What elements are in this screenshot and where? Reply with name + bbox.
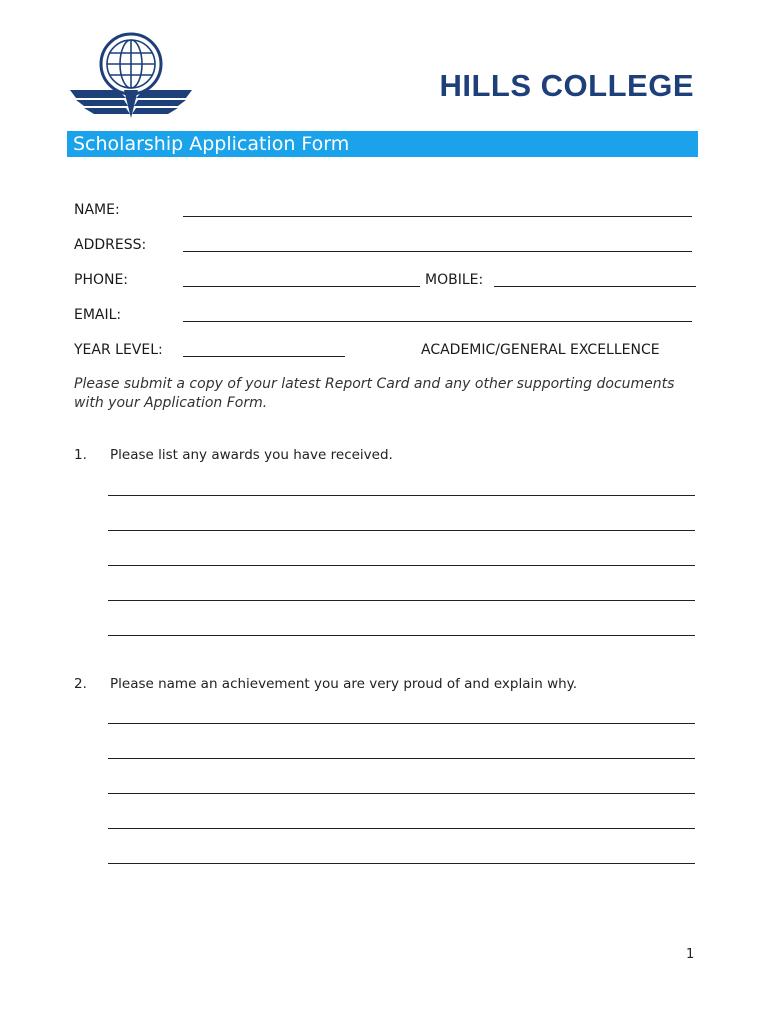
- question-1-number: 1.: [74, 447, 87, 463]
- address-label: ADDRESS:: [74, 237, 147, 253]
- email-label: EMAIL:: [74, 307, 122, 323]
- question-1-answer-line[interactable]: [108, 565, 695, 566]
- name-field[interactable]: [183, 216, 692, 217]
- college-logo: [68, 28, 194, 120]
- phone-label: PHONE:: [74, 272, 129, 288]
- question-2-answer-line[interactable]: [108, 723, 695, 724]
- question-1-answer-line[interactable]: [108, 600, 695, 601]
- question-1-text: Please list any awards you have received.: [110, 447, 393, 463]
- college-name: HILLS COLLEGE: [439, 68, 694, 103]
- question-2-number: 2.: [74, 676, 87, 692]
- name-label: NAME:: [74, 202, 120, 218]
- question-2-answer-line[interactable]: [108, 758, 695, 759]
- question-2-answer-line[interactable]: [108, 828, 695, 829]
- question-2-answer-line[interactable]: [108, 863, 695, 864]
- year-level-label: YEAR LEVEL:: [74, 342, 163, 358]
- category-label: ACADEMIC/GENERAL EXCELLENCE: [421, 342, 660, 358]
- phone-field[interactable]: [183, 286, 420, 287]
- email-field[interactable]: [183, 321, 692, 322]
- page-number: 1: [686, 947, 695, 962]
- mobile-field[interactable]: [494, 286, 696, 287]
- address-field[interactable]: [183, 251, 692, 252]
- question-1-answer-line[interactable]: [108, 635, 695, 636]
- form-title: Scholarship Application Form: [67, 131, 698, 157]
- submission-note: Please submit a copy of your latest Report Card and any other supporting documents with your Application Form.: [74, 376, 675, 411]
- question-2-text: Please name an achievement you are very proud of and explain why.: [110, 676, 578, 692]
- mobile-label: MOBILE:: [425, 272, 484, 288]
- question-2-answer-line[interactable]: [108, 793, 695, 794]
- question-1-answer-line[interactable]: [108, 530, 695, 531]
- year-level-field[interactable]: [183, 356, 345, 357]
- question-1-answer-line[interactable]: [108, 495, 695, 496]
